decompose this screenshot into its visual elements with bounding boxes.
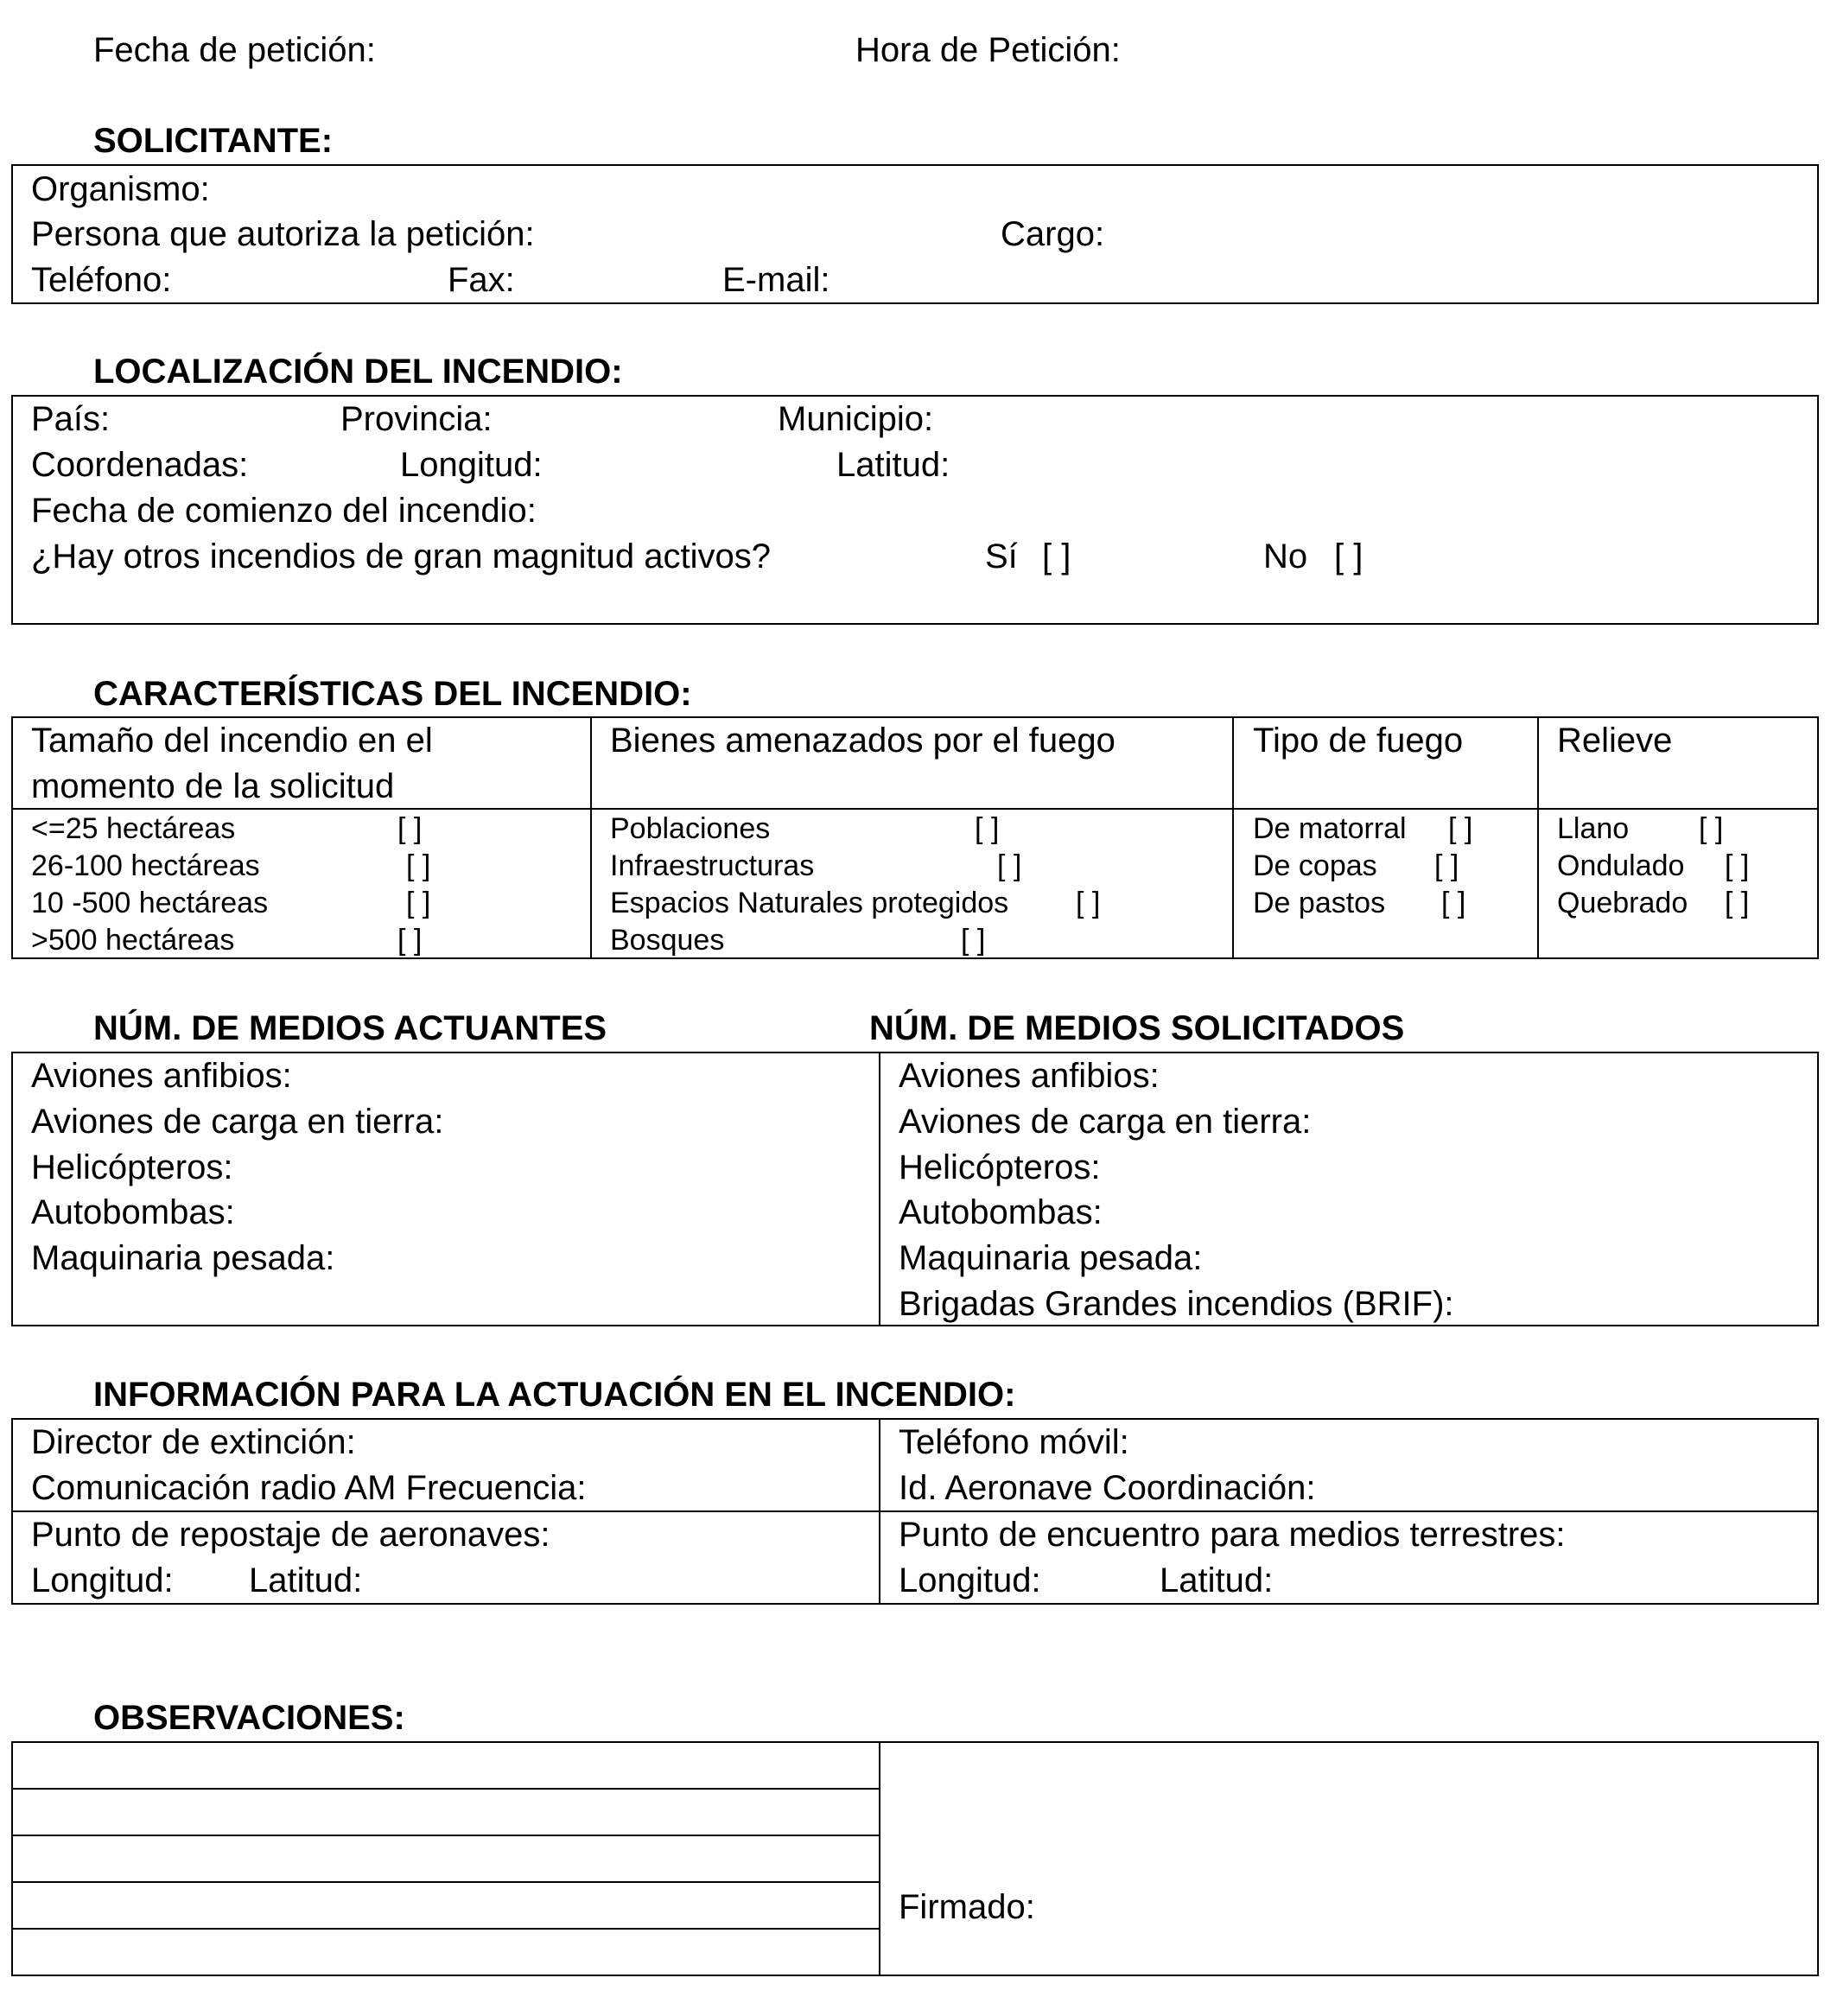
- tipo-fuego-checkbox[interactable]: [ ]: [1448, 812, 1473, 845]
- tamano-item: 10 -500 hectáreas: [31, 887, 269, 919]
- organismo-label: Organismo:: [31, 170, 210, 208]
- encuentro-longitud-label: Longitud:: [899, 1561, 1041, 1599]
- observaciones-line[interactable]: [11, 1928, 880, 1930]
- solicitados-item: Aviones anfibios:: [899, 1057, 1160, 1095]
- repostaje-label: Punto de repostaje de aeronaves:: [31, 1516, 550, 1554]
- solicitados-item: Helicópteros:: [899, 1148, 1101, 1186]
- provincia-label: Provincia:: [340, 400, 493, 438]
- medios-solicitados-title: NÚM. DE MEDIOS SOLICITADOS: [869, 1009, 1405, 1047]
- bienes-item: Infraestructuras: [610, 849, 815, 882]
- tamano-header-line1: Tamaño del incendio en el: [31, 722, 433, 760]
- observaciones-line[interactable]: [11, 1835, 880, 1836]
- bienes-item: Poblaciones: [610, 812, 771, 845]
- caracteristicas-title: CARACTERÍSTICAS DEL INCENDIO:: [93, 675, 692, 713]
- bienes-checkbox[interactable]: [ ]: [961, 924, 986, 957]
- si-checkbox[interactable]: [ ]: [1042, 537, 1071, 576]
- relieve-checkbox[interactable]: [ ]: [1725, 849, 1750, 882]
- pais-label: País:: [31, 400, 111, 438]
- tipo-fuego-item: De matorral: [1253, 812, 1407, 845]
- bienes-checkbox[interactable]: [ ]: [997, 849, 1022, 882]
- persona-autoriza-label: Persona que autoriza la petición:: [31, 215, 535, 253]
- encuentro-label: Punto de encuentro para medios terrestres:: [899, 1516, 1566, 1554]
- relieve-checkbox[interactable]: [ ]: [1725, 887, 1750, 919]
- col-divider-1: [590, 716, 592, 959]
- observaciones-line[interactable]: [11, 1788, 880, 1790]
- municipio-label: Municipio:: [778, 400, 934, 438]
- tipo-fuego-header: Tipo de fuego: [1253, 722, 1464, 760]
- solicitados-item: Autobombas:: [899, 1193, 1103, 1231]
- fax-label: Fax:: [448, 261, 515, 299]
- actuacion-title: INFORMACIÓN PARA LA ACTUACIÓN EN EL INCENDIO:: [93, 1376, 1016, 1414]
- col-divider-3: [1537, 716, 1539, 959]
- relieve-item: Llano: [1557, 812, 1630, 845]
- actuantes-item: Aviones de carga en tierra:: [31, 1103, 444, 1141]
- observaciones-box: [11, 1741, 1819, 1976]
- localizacion-title: LOCALIZACIÓN DEL INCENDIO:: [93, 353, 623, 391]
- aeronave-coordinacion-label: Id. Aeronave Coordinación:: [899, 1469, 1316, 1507]
- bienes-item: Bosques: [610, 924, 725, 957]
- bienes-header: Bienes amenazados por el fuego: [610, 722, 1116, 760]
- tamano-item: 26-100 hectáreas: [31, 849, 260, 882]
- medios-actuantes-title: NÚM. DE MEDIOS ACTUANTES: [93, 1009, 607, 1047]
- otros-incendios-question: ¿Hay otros incendios de gran magnitud activos?: [31, 537, 772, 576]
- medios-divider: [879, 1052, 880, 1326]
- actuantes-item: Aviones anfibios:: [31, 1057, 292, 1095]
- tamano-checkbox[interactable]: [ ]: [397, 812, 423, 845]
- repostaje-longitud-label: Longitud:: [31, 1561, 174, 1599]
- observaciones-divider: [879, 1741, 880, 1976]
- relieve-header: Relieve: [1557, 722, 1673, 760]
- tipo-fuego-item: De pastos: [1253, 887, 1386, 919]
- fecha-peticion-label: Fecha de petición:: [93, 31, 376, 69]
- bienes-checkbox[interactable]: [ ]: [1076, 887, 1101, 919]
- solicitados-item: Aviones de carga en tierra:: [899, 1103, 1312, 1141]
- tamano-checkbox[interactable]: [ ]: [397, 924, 423, 957]
- solicitante-title: SOLICITANTE:: [93, 122, 334, 160]
- actuantes-item: Maquinaria pesada:: [31, 1239, 335, 1277]
- bienes-item: Espacios Naturales protegidos: [610, 887, 1009, 919]
- firmado-label: Firmado:: [899, 1888, 1035, 1926]
- hora-peticion-label: Hora de Petición:: [855, 31, 1121, 69]
- actuantes-item: Autobombas:: [31, 1193, 235, 1231]
- solicitados-item: Brigadas Grandes incendios (BRIF):: [899, 1285, 1454, 1323]
- fecha-comienzo-label: Fecha de comienzo del incendio:: [31, 492, 537, 530]
- observaciones-line[interactable]: [11, 1881, 880, 1883]
- coordenadas-label: Coordenadas:: [31, 446, 249, 484]
- relieve-checkbox[interactable]: [ ]: [1699, 812, 1724, 845]
- tipo-fuego-checkbox[interactable]: [ ]: [1441, 887, 1466, 919]
- radio-frecuencia-label: Comunicación radio AM Frecuencia:: [31, 1469, 587, 1507]
- no-label: No: [1263, 537, 1308, 576]
- tamano-header-line2: momento de la solicitud: [31, 767, 395, 805]
- latitud-label: Latitud:: [836, 446, 950, 484]
- relieve-item: Quebrado: [1557, 887, 1688, 919]
- observaciones-title: OBSERVACIONES:: [93, 1699, 405, 1737]
- tamano-item: <=25 hectáreas: [31, 812, 236, 845]
- director-label: Director de extinción:: [31, 1423, 356, 1461]
- telefono-movil-label: Teléfono móvil:: [899, 1423, 1129, 1461]
- tamano-checkbox[interactable]: [ ]: [406, 849, 431, 882]
- tamano-item: >500 hectáreas: [31, 924, 235, 957]
- tamano-checkbox[interactable]: [ ]: [406, 887, 431, 919]
- actuantes-item: Helicópteros:: [31, 1148, 233, 1186]
- bienes-checkbox[interactable]: [ ]: [975, 812, 1000, 845]
- repostaje-latitud-label: Latitud:: [249, 1561, 363, 1599]
- telefono-label: Teléfono:: [31, 261, 172, 299]
- tipo-fuego-item: De copas: [1253, 849, 1377, 882]
- cargo-label: Cargo:: [1001, 215, 1105, 253]
- email-label: E-mail:: [722, 261, 830, 299]
- si-label: Sí: [985, 537, 1018, 576]
- col-divider-2: [1232, 716, 1234, 959]
- relieve-item: Ondulado: [1557, 849, 1685, 882]
- tipo-fuego-checkbox[interactable]: [ ]: [1434, 849, 1459, 882]
- encuentro-latitud-label: Latitud:: [1160, 1561, 1274, 1599]
- no-checkbox[interactable]: [ ]: [1334, 537, 1363, 576]
- solicitados-item: Maquinaria pesada:: [899, 1239, 1203, 1277]
- longitud-label: Longitud:: [400, 446, 543, 484]
